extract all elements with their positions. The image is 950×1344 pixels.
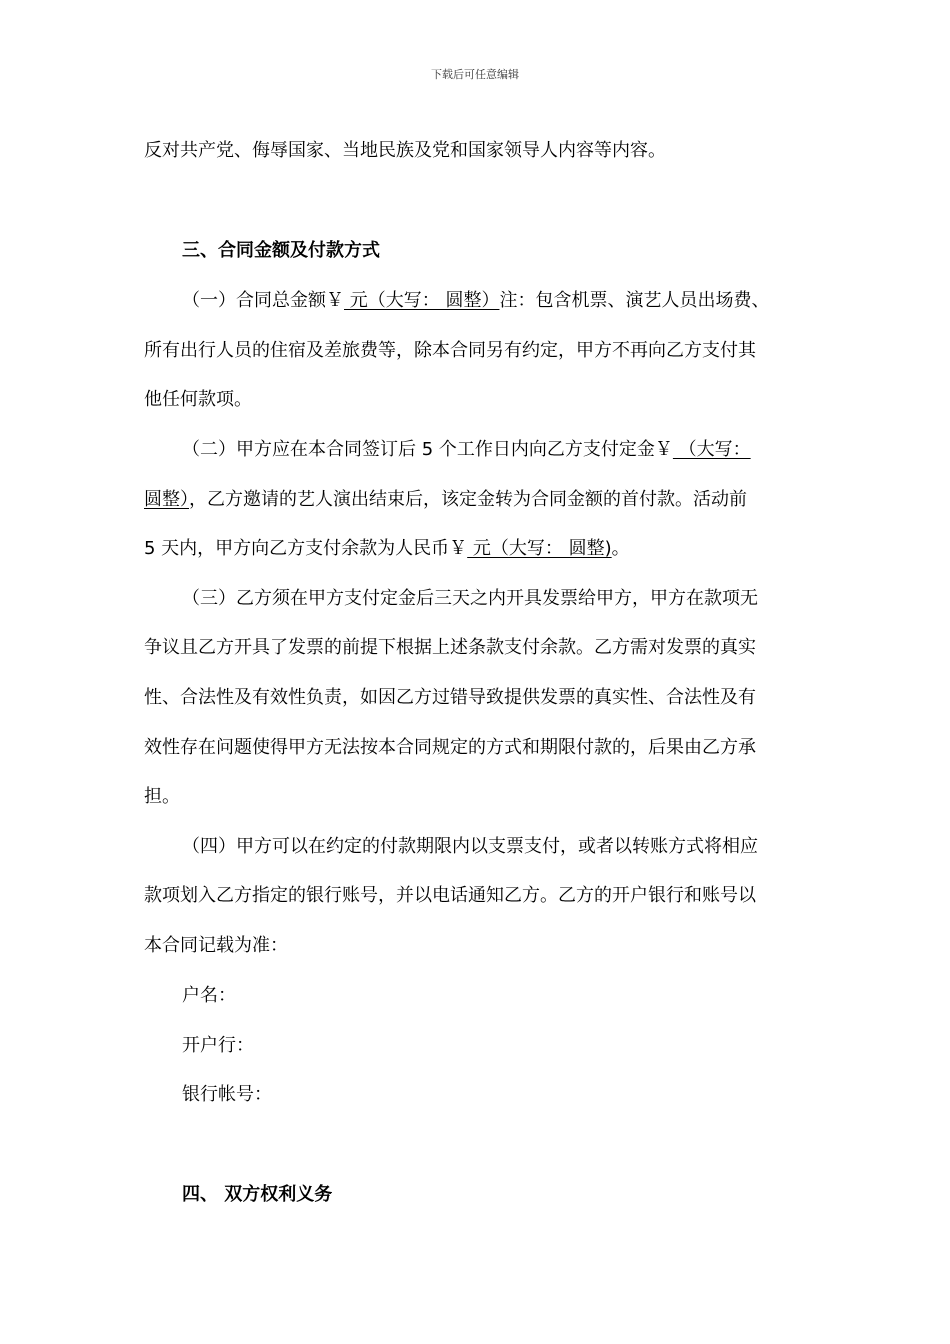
clause-1-line-3: 他任何款项。 [144, 389, 252, 410]
clause-4-line-1: （四）甲方可以在约定的付款期限内以支票支付，或者以转账方式将相应 [182, 836, 758, 857]
account-name-label: 户名： [182, 985, 236, 1006]
clause-3-line-4: 效性存在问题使得甲方无法按本合同规定的方式和期限付款的，后果由乙方承 [144, 737, 756, 758]
clause-text: 5 天内，甲方向乙方支付余款为人民币￥ [144, 538, 468, 559]
clause-3-line-1: （三）乙方须在甲方支付定金后三天之内开具发票给甲方，甲方在款项无 [182, 588, 758, 609]
clause-2-line-3 [144, 537, 630, 561]
clause-2-line-1 [182, 438, 751, 462]
account-number-label: 银行帐号： [182, 1084, 272, 1105]
amount-blank: 元（大写： 圆整） [344, 290, 500, 311]
clause-3-line-3: 性、合法性及有效性负责，如因乙方过错导致提供发票的真实性、合法性及有 [144, 687, 756, 708]
clause-1-line-1 [182, 289, 769, 313]
clause-text: （一）合同总金额￥ [182, 290, 344, 311]
section-heading-3: 三、合同金额及付款方式 [182, 240, 380, 261]
account-bank-label: 开户行： [182, 1035, 254, 1056]
clause-text: 注：包含机票、演艺人员出场费、 [499, 290, 770, 311]
clause-3-line-2: 争议且乙方开具了发票的前提下根据上述条款支付余款。乙方需对发票的真实 [144, 637, 756, 658]
clause-3-line-5: 担。 [144, 786, 180, 807]
clause-4-line-3: 本合同记载为准： [144, 935, 288, 956]
page-header: 下载后可任意编辑 [431, 68, 519, 81]
deposit-blank: 圆整） [144, 489, 189, 510]
clause-1-line-2: 所有出行人员的住宿及差旅费等，除本合同另有约定，甲方不再向乙方支付其 [144, 340, 756, 361]
clause-text: 。 [611, 538, 630, 559]
clause-text: （二）甲方应在本合同签订后 5 个工作日内向乙方支付定金￥ [182, 439, 673, 460]
deposit-blank: （大写： [672, 439, 751, 460]
balance-blank: 元（大写： 圆整) [467, 538, 612, 559]
clause-text: ，乙方邀请的艺人演出结束后，该定金转为合同金额的首付款。活动前 [189, 489, 747, 510]
section-heading-4: 四、 双方权利义务 [182, 1184, 333, 1205]
clause-2-line-2 [144, 488, 747, 512]
clause-4-line-2: 款项划入乙方指定的银行账号，并以电话通知乙方。乙方的开户银行和账号以 [144, 885, 756, 906]
text-line: 反对共产党、侮辱国家、当地民族及党和国家领导人内容等内容。 [144, 140, 666, 161]
